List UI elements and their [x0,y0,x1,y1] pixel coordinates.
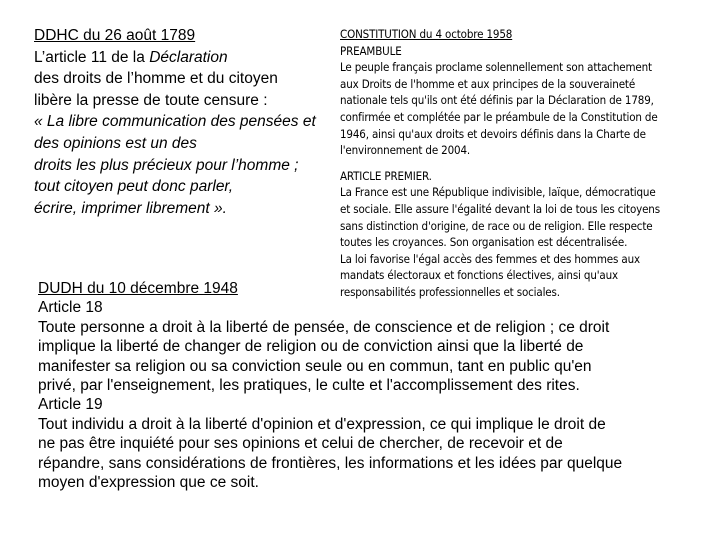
article19-heading: Article 19 [38,396,103,414]
article19-line: moyen d'expression que ce soit. [38,474,259,492]
ddhc-quote-line: droits les plus précieux pour l’homme ; [34,156,299,174]
ddhc-article-line [34,47,316,69]
preamble-line: l'environnement de 2004. [340,143,471,158]
article18-line: manifester sa religion ou sa conviction seule ou en commun, tant en public qu'en [38,357,592,375]
article1-line: toutes les croyances. Son organisation est décentralisée. [340,235,628,250]
paragraph-gap [340,159,660,168]
article19-line: Tout individu a droit à la liberté d'opinion et d'expression, ce qui implique le droit de [38,415,606,433]
preamble-line: Le peuple français proclame solennellement son attachement [340,60,652,75]
article1-line: responsabilités professionnelles et sociales. [340,284,560,299]
article1-line: mandats électoraux et fonctions électives, ainsi qu'aux [340,268,619,283]
article18-line: privé, par l'enseignement, les pratiques, le culte et l'accomplissement des rites. [38,377,580,395]
article19-line: répandre, sans considérations de frontières, les informations et les idées par quelque [38,454,623,472]
ddhc-title: DDHC du 26 août 1789 [34,27,196,44]
ddhc-line-3: libère la presse de toute censure : [34,91,268,109]
ddhc-block [34,25,316,219]
ddhc-declaration-word: Déclaration [149,48,228,66]
dudh-block [38,279,622,492]
ddhc-quote-line: des opinions est un des [34,134,197,152]
ddhc-line-2: des droits de l’homme et du citoyen [34,70,278,88]
preamble-line: confirmée et complétée par le préambule de la Constitution de [340,109,658,124]
article1-line: sans distinction d'origine, de race ou de religion. Elle respecte [340,218,653,233]
article18-heading: Article 18 [38,299,103,317]
ddhc-quote-line: écrire, imprimer librement ». [34,199,227,217]
dudh-title: DUDH du 10 décembre 1948 [38,280,238,297]
article1-line: et sociale. Elle assure l'égalité devant la loi de tous les citoyens [340,201,660,216]
constitution-block [340,26,660,301]
ddhc-de-la: de la [106,48,150,66]
article18-line: implique la liberté de changer de religion ou de conviction ainsi que la liberté de [38,338,584,356]
ddhc-quote-line: tout citoyen peut donc parler, [34,178,234,196]
preamble-line: 1946, ainsi qu'aux droits et devoirs définis dans la Charte de [340,126,646,141]
preamble-line: nationale tels qu'ils ont été définis par la Déclaration de 1789, [340,93,654,108]
preamble-line: aux Droits de l'homme et aux principes de la souveraineté [340,76,636,91]
preamble-heading: PREAMBULE [340,43,402,58]
article1-line: La France est une République indivisible, laïque, démocratique [340,185,656,200]
ddhc-quote-line: « La libre communication des pensées et [34,113,316,131]
article1-line: La loi favorise l'égal accès des femmes et des hommes aux [340,251,640,266]
article1-heading: ARTICLE PREMIER. [340,168,432,183]
ddhc-article-label: L’article 11 [34,48,107,66]
article18-line: Toute personne a droit à la liberté de pensée, de conscience et de religion ; ce droit [38,318,610,336]
constitution-title: CONSTITUTION du 4 octobre 1958 [340,27,513,41]
article19-line: ne pas être inquiété pour ses opinions et celui de chercher, de recevoir et de [38,435,563,453]
